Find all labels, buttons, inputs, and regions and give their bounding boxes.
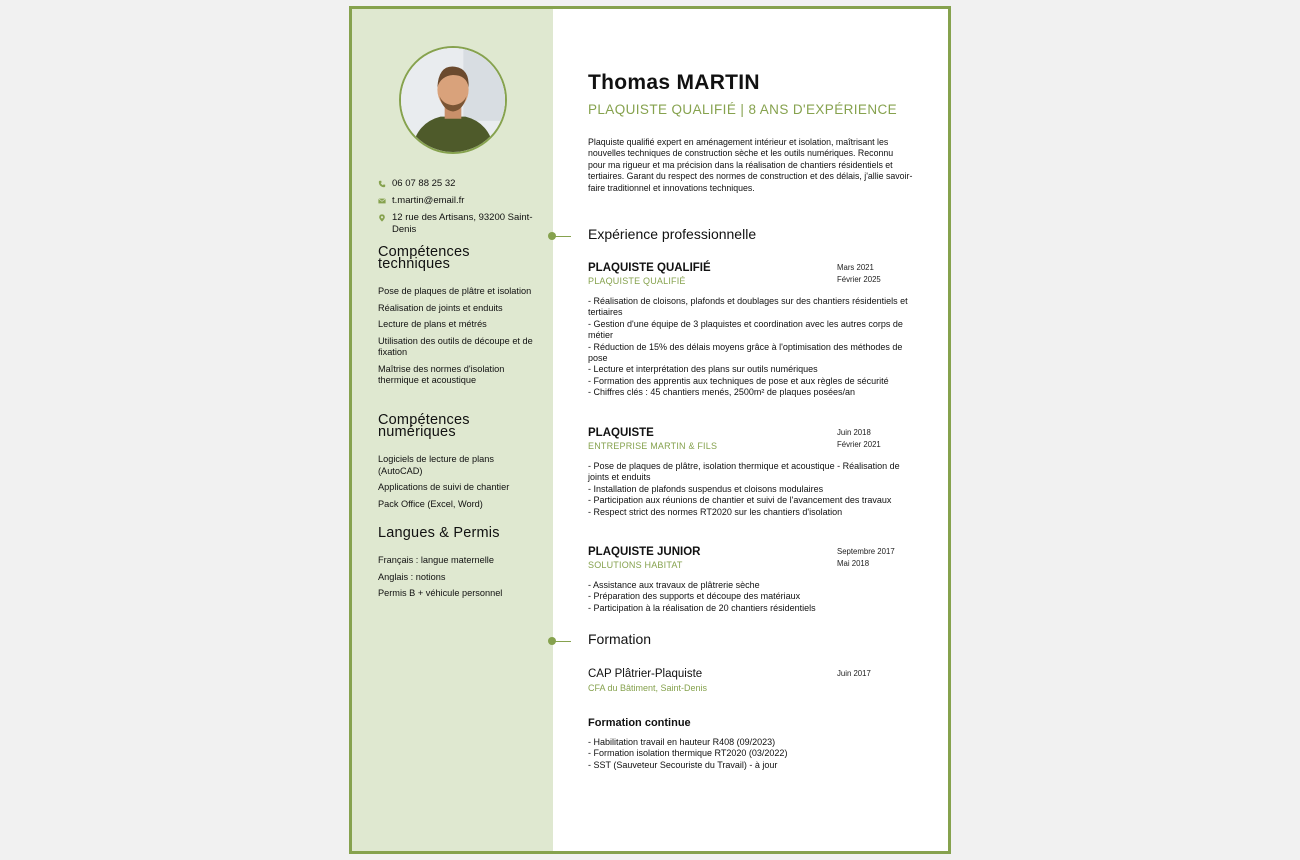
phone-text[interactable]: 06 07 88 25 32 [392, 178, 456, 189]
job-bullet: - Préparation des supports et découpe des matériaux [588, 591, 801, 602]
tech-skill-item: Pose de plaques de plâtre et isolation [378, 286, 532, 296]
resume-page [349, 6, 951, 854]
education-marker [548, 636, 572, 646]
digital-skill-item: Applications de suivi de chantier [378, 482, 510, 492]
job-bullet: - Réduction de 15% des délais moyens grâce à l'optimisation des méthodes de pose [588, 341, 903, 364]
contact-block [378, 178, 548, 239]
job-dates [837, 262, 881, 286]
profile-photo [399, 46, 507, 154]
job-entry [588, 427, 913, 518]
languages-section [378, 527, 538, 605]
tech-skill-item: Utilisation des outils de découpe et de fixation [378, 335, 533, 357]
tech-skill-item: Réalisation de joints et enduits [378, 302, 503, 313]
experience-title: Expérience professionnelle [588, 226, 757, 242]
phone-icon [378, 178, 392, 192]
digital-skills-section [378, 414, 538, 515]
job-start: Mars 2021 [837, 263, 874, 272]
job-company: PLAQUISTE QUALIFIÉ [588, 276, 686, 286]
job-bullet: - Formation des apprentis aux techniques de pose et aux règles de sécurité [588, 375, 889, 386]
candidate-headline: PLAQUISTE QUALIFIÉ | 8 ANS D'EXPÉRIENCE [588, 102, 898, 117]
job-end: Mai 2018 [837, 559, 870, 568]
tech-skills-section [378, 246, 538, 392]
education-entry [588, 668, 913, 695]
profile-summary: Plaquiste qualifié expert en aménagement intérieur et isolation, maîtrisant les nouvelles techniques de construction sèche et les outils numériques. Reconnu pour ma rigueur et ma précision dans la réalisation de chantiers résidentiels et tertiaires. Garant du respect des normes de construction et des délais, j'allie savoir-faire traditionnel et innovations techniques. [588, 137, 913, 193]
job-bullet: - Gestion d'une équipe de 3 plaquistes et coordination avec les autres corps de métier [588, 318, 903, 341]
language-item: Français : langue maternelle [378, 555, 494, 565]
continuing-list [588, 737, 913, 771]
language-item: Permis B + véhicule personnel [378, 588, 503, 598]
contact-address [378, 212, 548, 236]
tech-skill-item: Lecture de plans et métrés [378, 319, 487, 329]
languages-title: Langues & Permis [378, 525, 500, 541]
continuing-item: - Formation isolation thermique RT2020 (03/2022) [588, 748, 788, 759]
continuing-title: Formation continue [588, 717, 691, 729]
candidate-name: Thomas MARTIN [588, 71, 760, 94]
language-item: Anglais : notions [378, 571, 446, 582]
job-bullet: - Pose de plaques de plâtre, isolation thermique et acoustique - Réalisation de joints et enduits [588, 461, 900, 483]
job-entry [588, 546, 913, 614]
email-icon [378, 195, 392, 209]
job-bullets [588, 461, 913, 518]
email-text[interactable]: t.martin@email.fr [392, 195, 465, 206]
job-bullet: - Participation aux réunions de chantier et suivi de l'avancement des travaux [588, 495, 892, 506]
job-title: PLAQUISTE JUNIOR [588, 546, 701, 558]
tech-skills-title: Compétences techniques [378, 244, 470, 272]
job-bullet: - Assistance aux travaux de plâtrerie sèche [588, 580, 760, 590]
job-title: PLAQUISTE QUALIFIÉ [588, 262, 711, 274]
location-icon [378, 212, 392, 226]
job-start: Septembre 2017 [837, 547, 895, 556]
job-bullet: - Installation de plafonds suspendus et cloisons modulaires [588, 483, 824, 494]
job-company: ENTREPRISE MARTIN & FILS [588, 441, 718, 451]
continuing-item: - Habilitation travail en hauteur R408 (09/2023) [588, 737, 776, 747]
job-bullets [588, 580, 913, 614]
job-bullet: - Respect strict des normes RT2020 sur les chantiers d'isolation [588, 506, 843, 517]
job-bullet: - Participation à la réalisation de 20 chantiers résidentiels [588, 602, 816, 613]
job-bullets [588, 296, 913, 399]
degree-school: CFA du Bâtiment, Saint-Denis [588, 683, 708, 693]
contact-email [378, 195, 548, 209]
digital-skills-title: Compétences numériques [378, 412, 470, 440]
job-start: Juin 2018 [837, 428, 871, 437]
degree-date: Juin 2017 [837, 669, 871, 678]
job-bullet: - Lecture et interprétation des plans sur outils numériques [588, 364, 818, 375]
continuing-item: - SST (Sauveteur Secouriste du Travail) - à jour [588, 759, 778, 770]
job-dates [837, 427, 881, 451]
contact-phone [378, 178, 548, 192]
sidebar [352, 9, 553, 851]
experience-marker [548, 231, 572, 241]
job-entry [588, 262, 913, 399]
continuing-education [588, 717, 913, 771]
job-title: PLAQUISTE [588, 427, 654, 439]
job-company: SOLUTIONS HABITAT [588, 560, 683, 570]
degree-title: CAP Plâtrier-Plaquiste [588, 668, 703, 680]
education-title: Formation [588, 631, 652, 647]
address-text: 12 rue des Artisans, 93200 Saint-Denis [392, 212, 533, 235]
tech-skill-item: Maîtrise des normes d'isolation thermique et acoustique [378, 363, 505, 385]
digital-skill-item: Pack Office (Excel, Word) [378, 498, 483, 509]
digital-skill-item: Logiciels de lecture de plans (AutoCAD) [378, 454, 494, 476]
job-end: Février 2025 [837, 275, 881, 284]
portrait-image [401, 48, 505, 152]
job-end: Février 2021 [837, 440, 881, 449]
job-dates [837, 546, 895, 570]
job-bullet: - Réalisation de cloisons, plafonds et doublages sur des chantiers résidentiels et tertiaires [588, 296, 908, 318]
job-bullet: - Chiffres clés : 45 chantiers menés, 2500m² de plaques posées/an [588, 387, 855, 398]
